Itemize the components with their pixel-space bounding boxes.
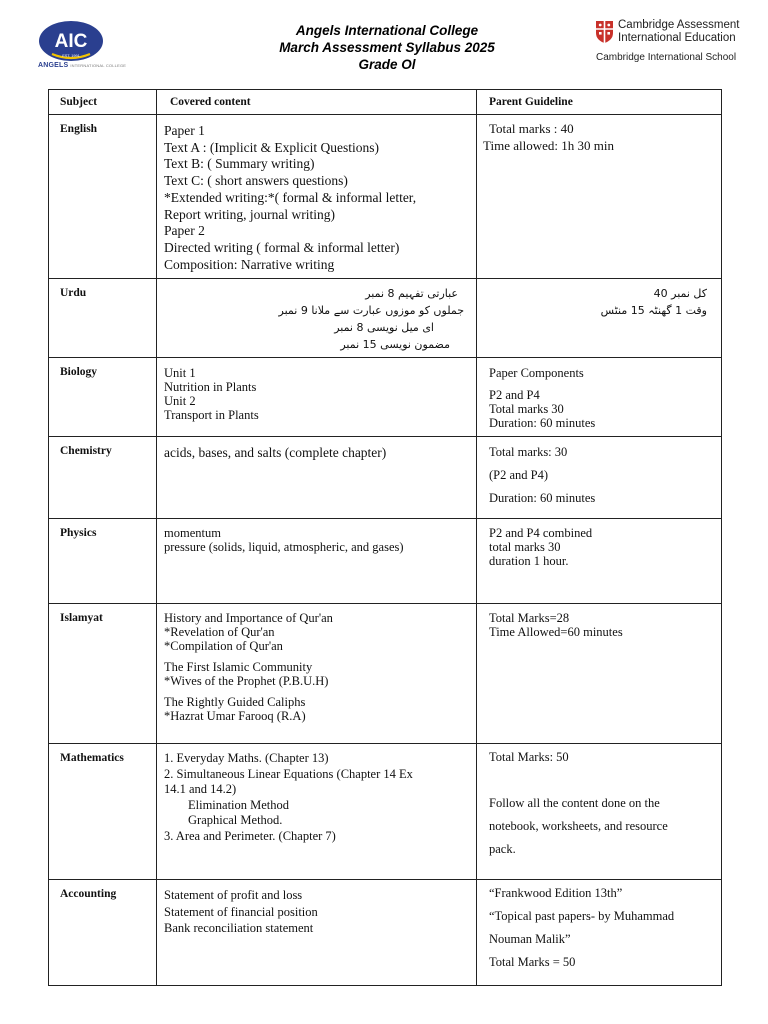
subject-chemistry: Chemistry	[60, 445, 112, 457]
cambridge-name: Cambridge Assessment International Education	[618, 19, 740, 44]
cambridge-school-label: Cambridge International School	[596, 52, 737, 63]
table-row-physics	[49, 519, 722, 604]
content-urdu: عبارتی تفہیم 8 نمبر جملوں کو موزوں عبارت سے ملانا 9 نمبر ای میل نویسی 8 نمبر مضمون نویسی 15 نمبر	[157, 279, 477, 358]
logo-est: EST. 1991	[62, 54, 80, 58]
column-header-content: Covered content	[157, 90, 477, 115]
table-row-chemistry	[49, 437, 722, 519]
subject-islamyat: Islamyat	[60, 612, 103, 624]
table-row-islamyat	[49, 604, 722, 744]
table-header-row	[49, 90, 722, 115]
guideline-chemistry: Total marks: 30 (P2 and P4) Duration: 60 minutes	[477, 437, 722, 519]
guideline-islamyat: Total Marks=28 Time Allowed=60 minutes	[477, 604, 722, 744]
document-title	[230, 22, 544, 73]
table-row-mathematics	[49, 744, 722, 880]
shield-icon	[596, 21, 613, 43]
subject-biology: Biology	[60, 366, 98, 378]
subject-accounting: Accounting	[60, 888, 117, 900]
subject-english: English	[60, 123, 98, 135]
guideline-accounting: “Frankwood Edition 13th” “Topical past papers- by Muhammad Nouman Malik” Total Marks = 50	[477, 880, 722, 986]
table-row-urdu	[49, 279, 722, 358]
title-line-1: Angels International College	[295, 23, 479, 38]
guideline-mathematics: Total Marks: 50 Follow all the content done on the notebook, worksheets, and resource pack.	[477, 744, 722, 880]
subject-physics: Physics	[60, 527, 97, 539]
guideline-biology: Paper Components P2 and P4 Total marks 30 Duration: 60 minutes	[477, 358, 722, 437]
table-row-biology	[49, 358, 722, 437]
logo-text: AIC	[54, 31, 88, 52]
title-line-2: March Assessment Syllabus 2025	[279, 40, 495, 55]
content-mathematics: 1. Everyday Maths. (Chapter 13) 2. Simultaneous Linear Equations (Chapter 14 Ex 14.1 and 14.2) Elimination Method Graphical Method. 3. Area and Perimeter. (Chapter 7)	[157, 744, 477, 880]
table-row-accounting	[49, 880, 722, 986]
content-biology: Unit 1 Nutrition in Plants Unit 2 Transport in Plants	[157, 358, 477, 437]
subject-mathematics: Mathematics	[60, 752, 124, 764]
content-english: Paper 1 Text A : (Implicit & Explicit Questions) Text B: ( Summary writing) Text C: ( short answers questions) *Extended writing:*( formal & informal letter, Report writing, journal writing) Paper 2 Directed writing ( formal & informal letter) Composition: Narrative writing	[157, 115, 477, 279]
syllabus-table	[48, 89, 722, 986]
subject-urdu: Urdu	[60, 287, 87, 299]
title-line-3: Grade Ol	[358, 57, 416, 72]
guideline-physics: P2 and P4 combined total marks 30 duration 1 hour.	[477, 519, 722, 604]
logo-caption: ANGELS INTERNATIONAL COLLEGE	[38, 62, 127, 69]
content-islamyat: History and Importance of Qur'an *Revelation of Qur'an *Compilation of Qur'an The First Islamic Community *Wives of the Prophet (P.B.U.H) The Rightly Guided Caliphs *Hazrat Umar Farooq (R.A)	[157, 604, 477, 744]
content-accounting: Statement of profit and loss Statement of financial position Bank reconciliation statement	[157, 880, 477, 986]
table-row-english	[49, 115, 722, 279]
guideline-urdu: کل نمبر 40 وقت 1 گھنٹہ 15 منٹس	[477, 279, 722, 358]
content-physics: momentum pressure (solids, liquid, atmospheric, and gases)	[157, 519, 477, 604]
column-header-guideline: Parent Guideline	[477, 90, 722, 115]
guideline-english: Total marks : 40 Time allowed: 1h 30 min	[477, 115, 722, 279]
content-chemistry: acids, bases, and salts (complete chapter)	[157, 437, 477, 519]
column-header-subject: Subject	[49, 90, 157, 115]
